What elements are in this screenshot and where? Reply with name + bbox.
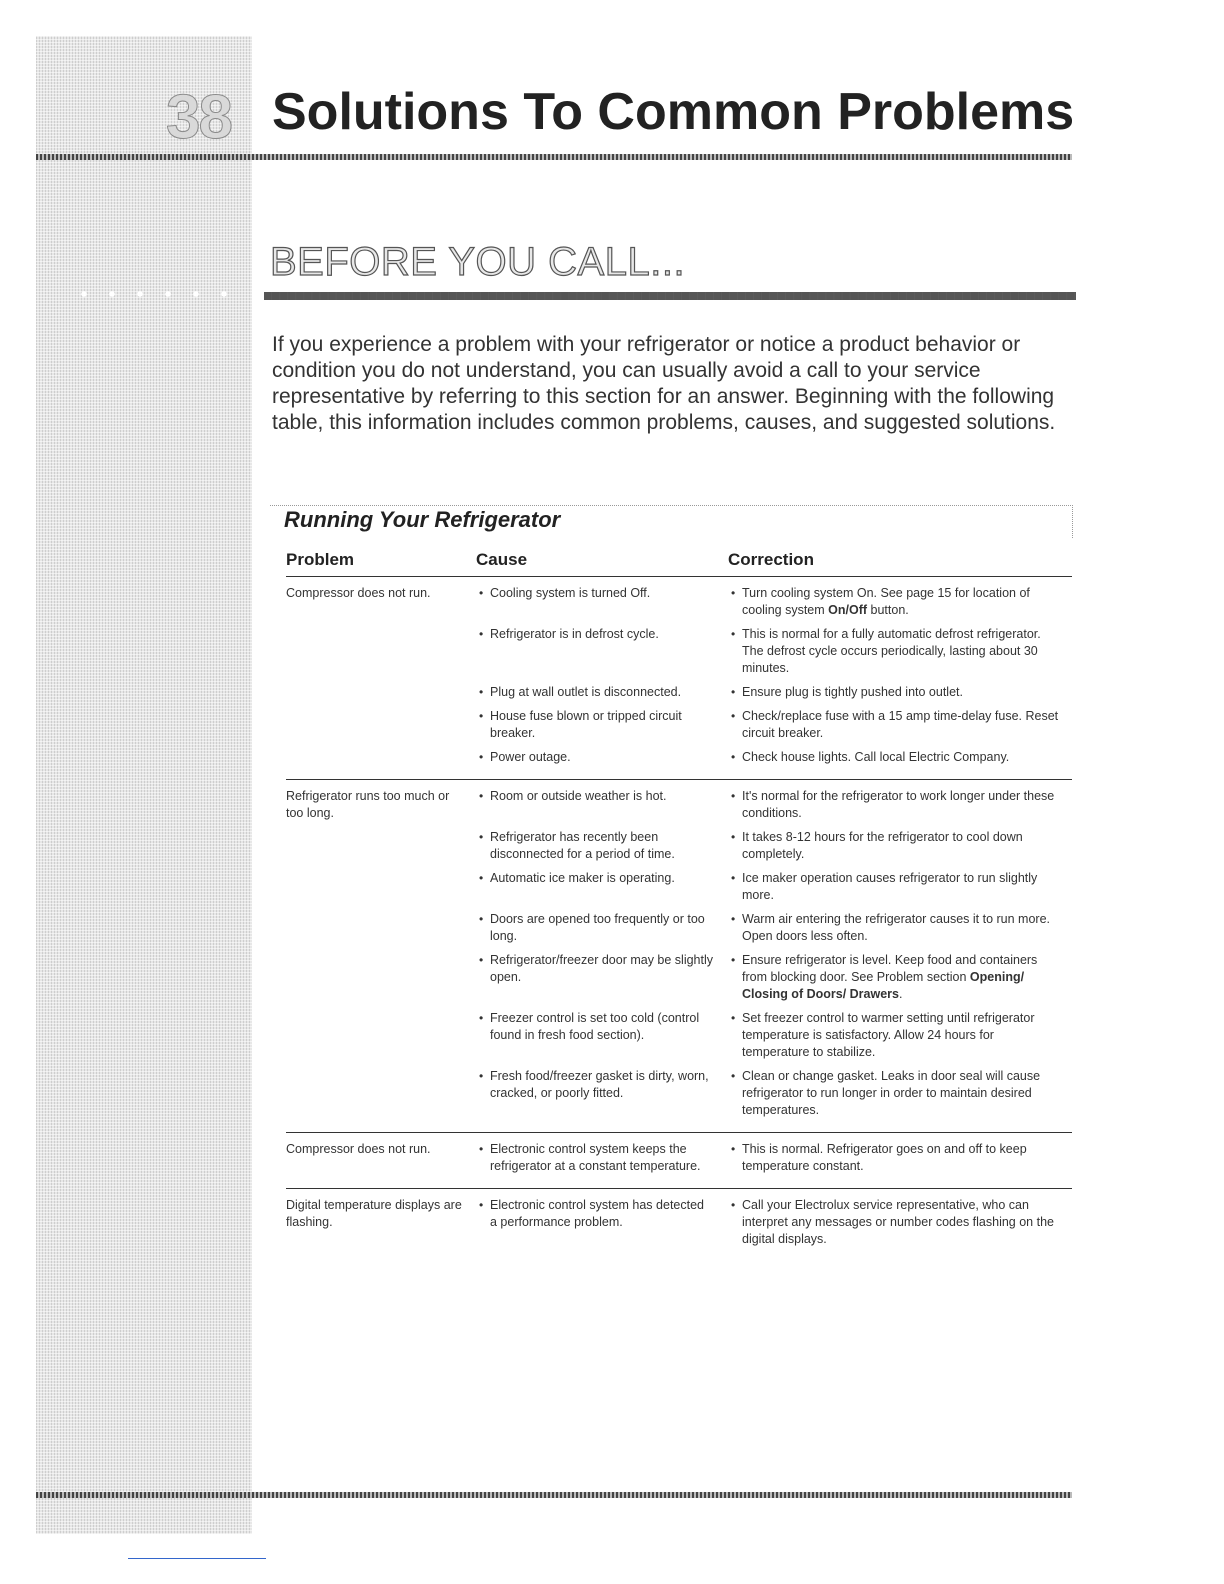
cause-cell: • Power outage. xyxy=(476,749,728,766)
problem-group xyxy=(286,1189,1072,1261)
problem-cell: Refrigerator runs too much or too long. xyxy=(286,789,450,820)
cause-cell: • Refrigerator is in defrost cycle. xyxy=(476,626,728,677)
cause-cell: • House fuse blown or tripped circuit breaker. xyxy=(476,708,728,742)
footer-underline-mark xyxy=(128,1558,266,1559)
correction-cell: • This is normal for a fully automatic defrost refrigerator. The defrost cycle occurs periodically, lasting about 30 minutes. xyxy=(728,626,1072,677)
problem-cell-empty xyxy=(286,911,476,945)
cause-cell: • Doors are opened too frequently or too long. xyxy=(476,911,728,945)
problem-cell-empty xyxy=(286,626,476,677)
footer-divider xyxy=(36,1492,1072,1498)
sidebar-texture xyxy=(36,36,252,1534)
cause-cell: • Cooling system is turned Off. xyxy=(476,585,728,619)
correction-cell xyxy=(728,585,1072,619)
column-header-problem: Problem xyxy=(286,550,355,569)
correction-cell: • Ice maker operation causes refrigerator to run slightly more. xyxy=(728,870,1072,904)
correction-cell: • It takes 8-12 hours for the refrigerator to cool down completely. xyxy=(728,829,1072,863)
table-row xyxy=(286,585,1072,619)
title-divider xyxy=(36,154,1072,160)
intro-paragraph: If you experience a problem with your refrigerator or notice a product behavior or condition you do not understand, you can usually avoid a call to your service representative by referring to this section for an answer. Beginning with the following table, this information includes common problems, causes, and suggested solutions. xyxy=(272,333,1056,434)
correction-cell: • This is normal. Refrigerator goes on and off to keep temperature constant. xyxy=(728,1141,1072,1175)
correction-text: button. xyxy=(867,603,909,617)
problem-group xyxy=(286,577,1072,780)
problem-cell-empty xyxy=(286,684,476,701)
table-row xyxy=(286,749,1072,766)
problem-cell-empty xyxy=(286,829,476,863)
correction-cell: • Set freezer control to warmer setting until refrigerator temperature is satisfactory. Allow 24 hours for temperature to stabilize. xyxy=(728,1010,1072,1061)
decorative-square-row xyxy=(264,290,1076,302)
column-header-cause: Cause xyxy=(476,550,528,569)
cause-cell: • Electronic control system keeps the refrigerator at a constant temperature. xyxy=(476,1141,728,1175)
table-row xyxy=(286,708,1072,742)
table-row xyxy=(286,684,1072,701)
table-caption: Running Your Refrigerator xyxy=(284,507,561,532)
problem-cell-empty xyxy=(286,1068,476,1119)
correction-text: Turn cooling system On. See page 15 for location of cooling system xyxy=(742,586,1030,617)
table-row xyxy=(286,829,1072,863)
problem-cell: Digital temperature displays are flashing. xyxy=(286,1198,462,1229)
table-row xyxy=(286,1010,1072,1061)
correction-cell: • Call your Electrolux service representative, who can interpret any messages or number codes flashing on the digital displays. xyxy=(728,1197,1072,1248)
problem-group xyxy=(286,1133,1072,1189)
table-row xyxy=(286,788,1072,822)
cause-cell: • Room or outside weather is hot. xyxy=(476,788,728,822)
correction-cell: • Warm air entering the refrigerator causes it to run more. Open doors less often. xyxy=(728,911,1072,945)
correction-cell: • Check/replace fuse with a 15 amp time-delay fuse. Reset circuit breaker. xyxy=(728,708,1072,742)
table-row xyxy=(286,626,1072,677)
problem-cell: Compressor does not run. xyxy=(286,1142,431,1156)
correction-cell: • Check house lights. Call local Electric Company. xyxy=(728,749,1072,766)
problem-cell-empty xyxy=(286,1010,476,1061)
correction-cell: • Ensure plug is tightly pushed into outlet. xyxy=(728,684,1072,701)
page-title: Solutions To Common Problems xyxy=(272,83,1075,141)
problem-cell-empty xyxy=(286,870,476,904)
correction-emphasis: Opening/ Closing of Doors/ Drawers xyxy=(742,970,1025,1001)
correction-cell: • Clean or change gasket. Leaks in door seal will cause refrigerator to run longer in order to maintain desired temperatures. xyxy=(728,1068,1072,1119)
cause-cell: • Electronic control system has detected a performance problem. xyxy=(476,1197,728,1248)
correction-text: . xyxy=(898,987,903,1001)
problem-cell-empty xyxy=(286,952,476,1003)
sidebar-dot-row xyxy=(70,288,240,300)
problem-cell-empty xyxy=(286,749,476,766)
table-header xyxy=(286,550,1072,577)
page-number: 38 xyxy=(166,83,231,152)
cause-cell: • Refrigerator/freezer door may be slightly open. xyxy=(476,952,728,1003)
problem-cell: Compressor does not run. xyxy=(286,586,431,600)
problem-cell-empty xyxy=(286,708,476,742)
troubleshooting-table xyxy=(286,550,1072,1261)
table-row xyxy=(286,911,1072,945)
table-row xyxy=(286,870,1072,904)
correction-emphasis: On/Off xyxy=(828,603,868,617)
table-row xyxy=(286,1141,1072,1175)
correction-text: Ensure refrigerator is level. Keep food and containers from blocking door. See Problem section xyxy=(742,953,1038,984)
cause-cell: • Refrigerator has recently been disconnected for a period of time. xyxy=(476,829,728,863)
section-heading: BEFORE YOU CALL... xyxy=(270,240,686,284)
problem-group xyxy=(286,780,1072,1133)
table-row xyxy=(286,1068,1072,1119)
cause-cell: • Freezer control is set too cold (control found in fresh food section). xyxy=(476,1010,728,1061)
table-row xyxy=(286,952,1072,1003)
correction-cell: • It's normal for the refrigerator to work longer under these conditions. xyxy=(728,788,1072,822)
cause-cell: • Automatic ice maker is operating. xyxy=(476,870,728,904)
column-header-correction: Correction xyxy=(728,550,814,569)
table-row xyxy=(286,1197,1072,1248)
cause-cell: • Plug at wall outlet is disconnected. xyxy=(476,684,728,701)
correction-cell xyxy=(728,952,1072,1003)
cause-cell: • Fresh food/freezer gasket is dirty, worn, cracked, or poorly fitted. xyxy=(476,1068,728,1119)
